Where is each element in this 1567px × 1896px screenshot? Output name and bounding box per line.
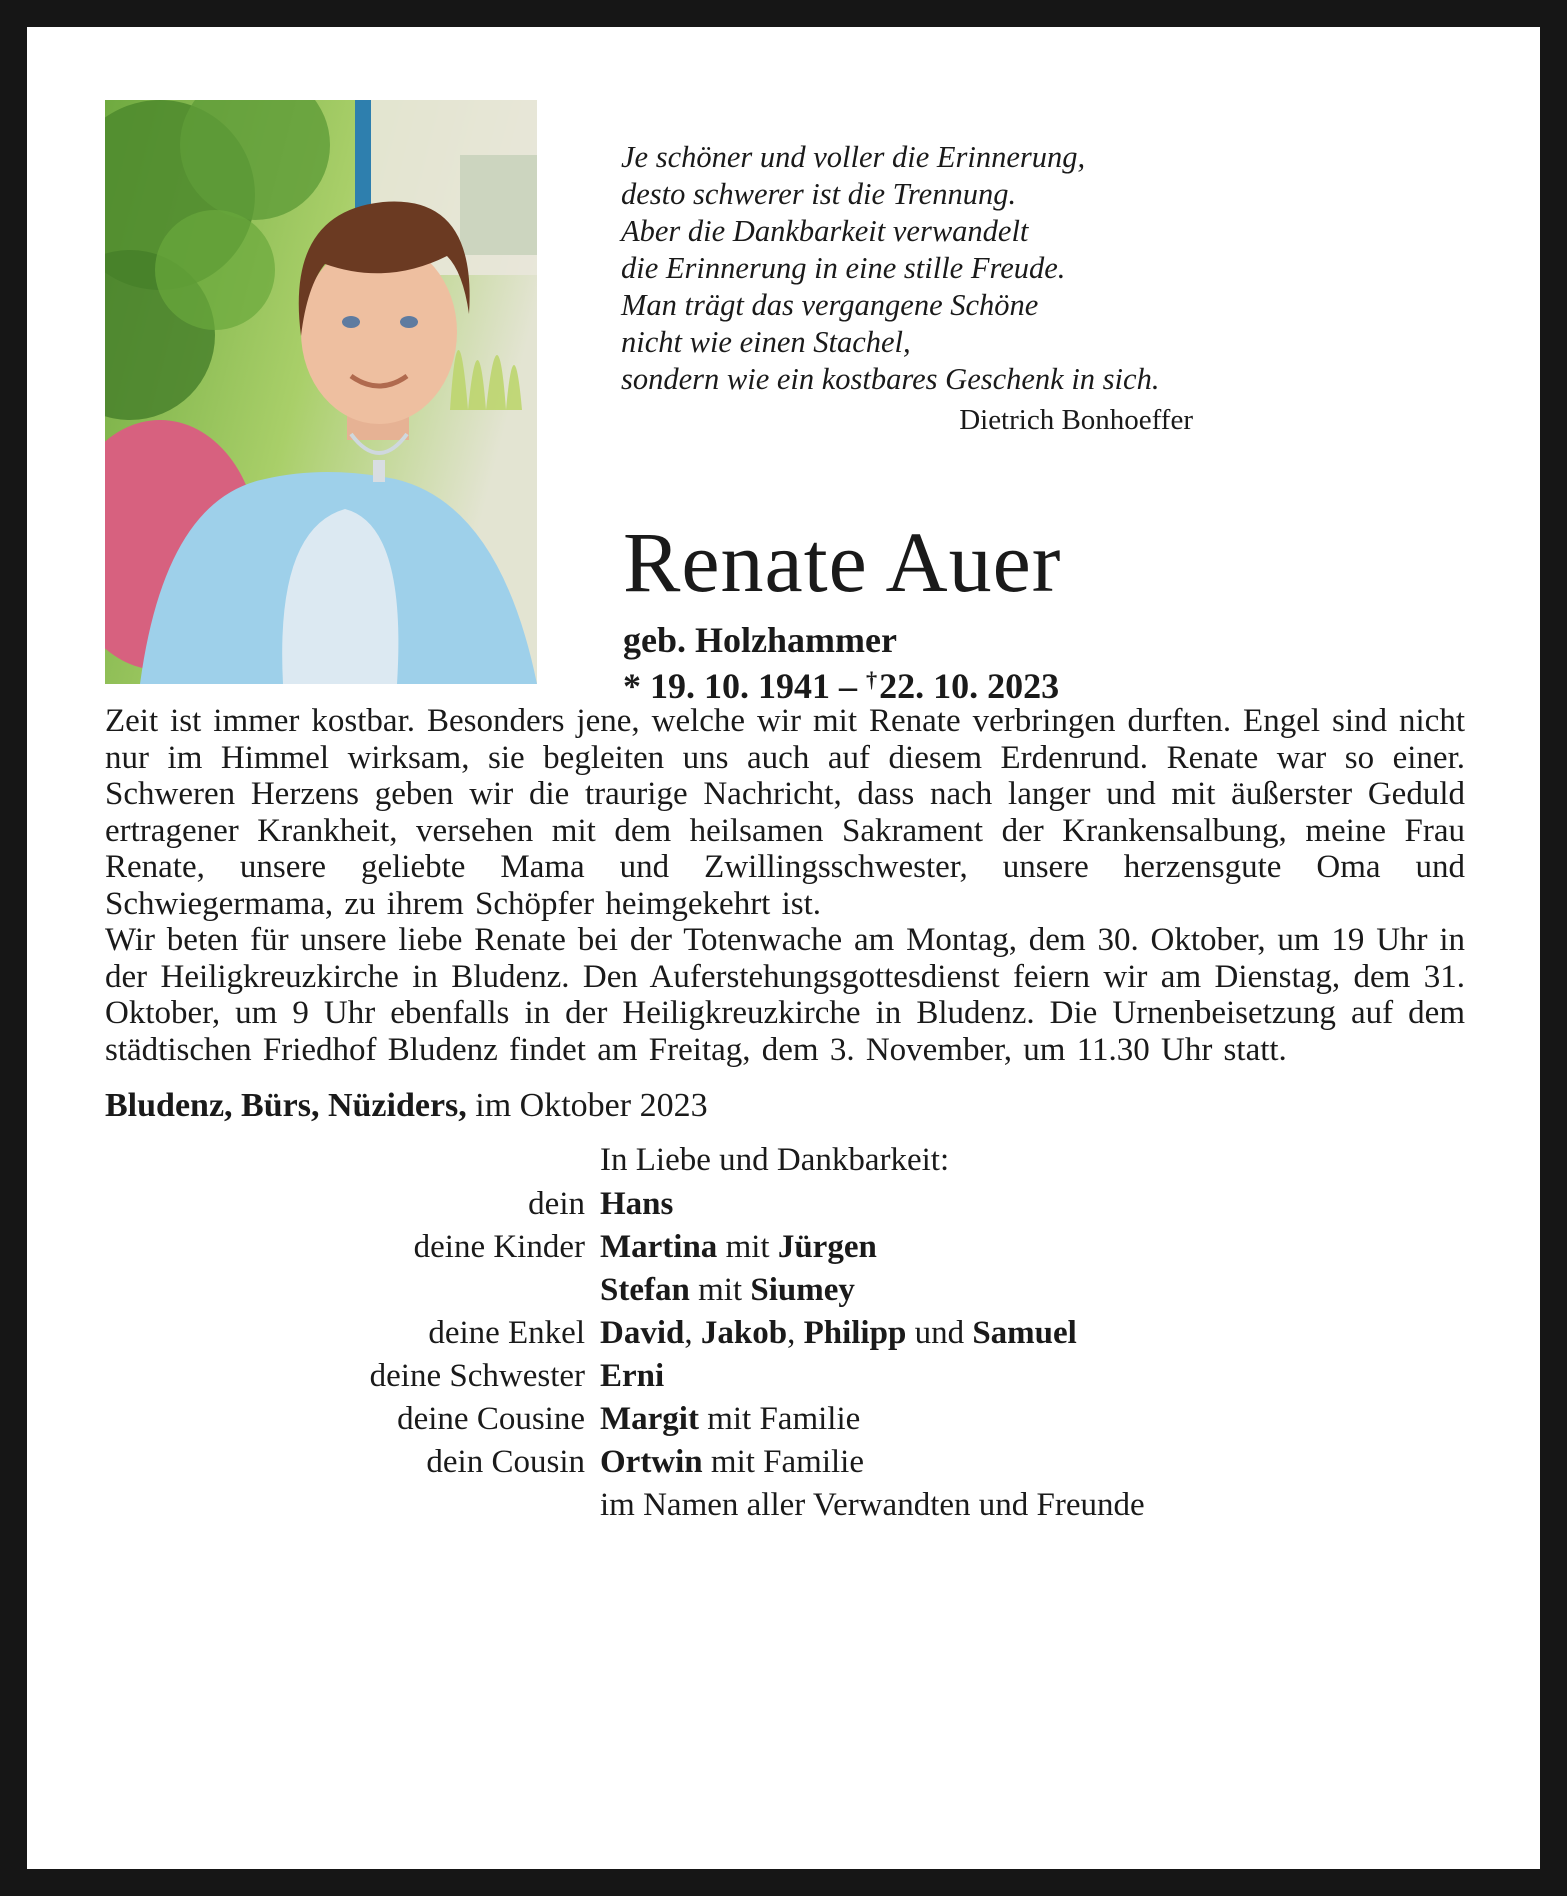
obituary-content [105, 703, 1465, 1527]
family-relation-label [105, 1269, 585, 1312]
family-row [105, 1312, 1465, 1355]
family-row [105, 1398, 1465, 1441]
family-list [105, 1183, 1465, 1527]
family-relation-label [105, 1484, 585, 1527]
obituary-paper [27, 27, 1540, 1869]
quote-lines [621, 139, 1193, 398]
family-names: Margit mit Familie [600, 1400, 861, 1437]
birth-date: * 19. 10. 1941 [623, 665, 830, 706]
family-relation-label: dein Cousin [426, 1443, 585, 1480]
dateline-places: Bludenz, Bürs, Nüziders, [105, 1087, 467, 1124]
family-row [105, 1441, 1465, 1484]
portrait-photo [105, 100, 537, 684]
quote-line: Je schöner und voller die Erinnerung, [621, 140, 1086, 174]
obituary-paragraph-1: Zeit ist immer kostbar. Besonders jene, welche wir mit Renate verbringen durften. Engel sind nicht nur im Himmel wirksam, sie begleiten uns auch auf diesem Erdenrund. Renate war so einer. Schweren Herzens geben wir die traurige Nachricht, dass nach langer und mit äußerster Geduld ertragener Krankheit, versehen mit dem heilsamen Sakrament der Krankensalbung, meine Frau Renate, unsere geliebte Mama und Zwillingsschwester, unsere herzensgute Oma und Schwiegermama, zu ihrem Schöpfer heimgekehrt ist. [105, 703, 1465, 922]
family-names: Hans [600, 1185, 674, 1222]
family-relation-label: deine Cousine [397, 1400, 585, 1437]
death-symbol-icon: † [866, 666, 878, 692]
family-relation-label: deine Enkel [428, 1314, 585, 1351]
quote-line: Aber die Dankbarkeit verwandelt [621, 214, 1029, 248]
closing-intro: In Liebe und Dankbarkeit: [600, 1141, 950, 1178]
family-row [105, 1183, 1465, 1226]
obituary-paragraph-2: Wir beten für unsere liebe Renate bei der Totenwache am Montag, dem 30. Oktober, um 19 Uhr in der Heiligkreuzkirche in Bludenz. Den Auferstehungsgottesdienst feiern wir am Dienstag, dem 31. Oktober, um 9 Uhr ebenfalls in der Heiligkreuzkirche in Bludenz. Die Urnenbeisetzung auf dem städtischen Friedhof Bludenz findet am Freitag, dem 3. November, um 11.30 Uhr statt. [105, 922, 1465, 1068]
death-date: 22. 10. 2023 [879, 665, 1060, 706]
quote-line: Man trägt das vergangene Schöne [621, 288, 1039, 322]
quote-line: die Erinnerung in eine stille Freude. [621, 251, 1066, 285]
family-names: David, Jakob, Philipp und Samuel [600, 1314, 1077, 1351]
maiden-name: geb. Holzhammer [623, 619, 897, 660]
family-relation-label: dein [528, 1185, 585, 1222]
dateline [105, 1088, 1465, 1125]
family-names: Erni [600, 1357, 665, 1394]
family-names: Ortwin mit Familie [600, 1443, 864, 1480]
portrait-photo-illustration [105, 100, 537, 684]
family-names: Stefan mit Siumey [600, 1271, 855, 1308]
memorial-quote [621, 139, 1193, 439]
family-names: Martina mit Jürgen [600, 1228, 877, 1265]
family-relation-label: deine Kinder [413, 1228, 585, 1265]
quote-attribution: Dietrich Bonhoeffer [959, 404, 1193, 436]
deceased-name-block [623, 514, 1062, 707]
family-names: im Namen aller Verwandten und Freunde [600, 1486, 1145, 1523]
family-row [105, 1484, 1465, 1527]
family-relation-label: deine Schwester [369, 1357, 585, 1394]
quote-line: desto schwerer ist die Trennung. [621, 177, 1017, 211]
life-dates [623, 665, 1061, 707]
dates-separator: – [830, 665, 866, 706]
family-row [105, 1226, 1465, 1269]
dateline-date: im Oktober 2023 [475, 1087, 708, 1124]
quote-line: sondern wie ein kostbares Geschenk in sich. [621, 362, 1160, 396]
deceased-name: Renate Auer [623, 514, 1062, 610]
quote-line: nicht wie einen Stachel, [621, 325, 911, 359]
family-row [105, 1355, 1465, 1398]
family-row [105, 1269, 1465, 1312]
